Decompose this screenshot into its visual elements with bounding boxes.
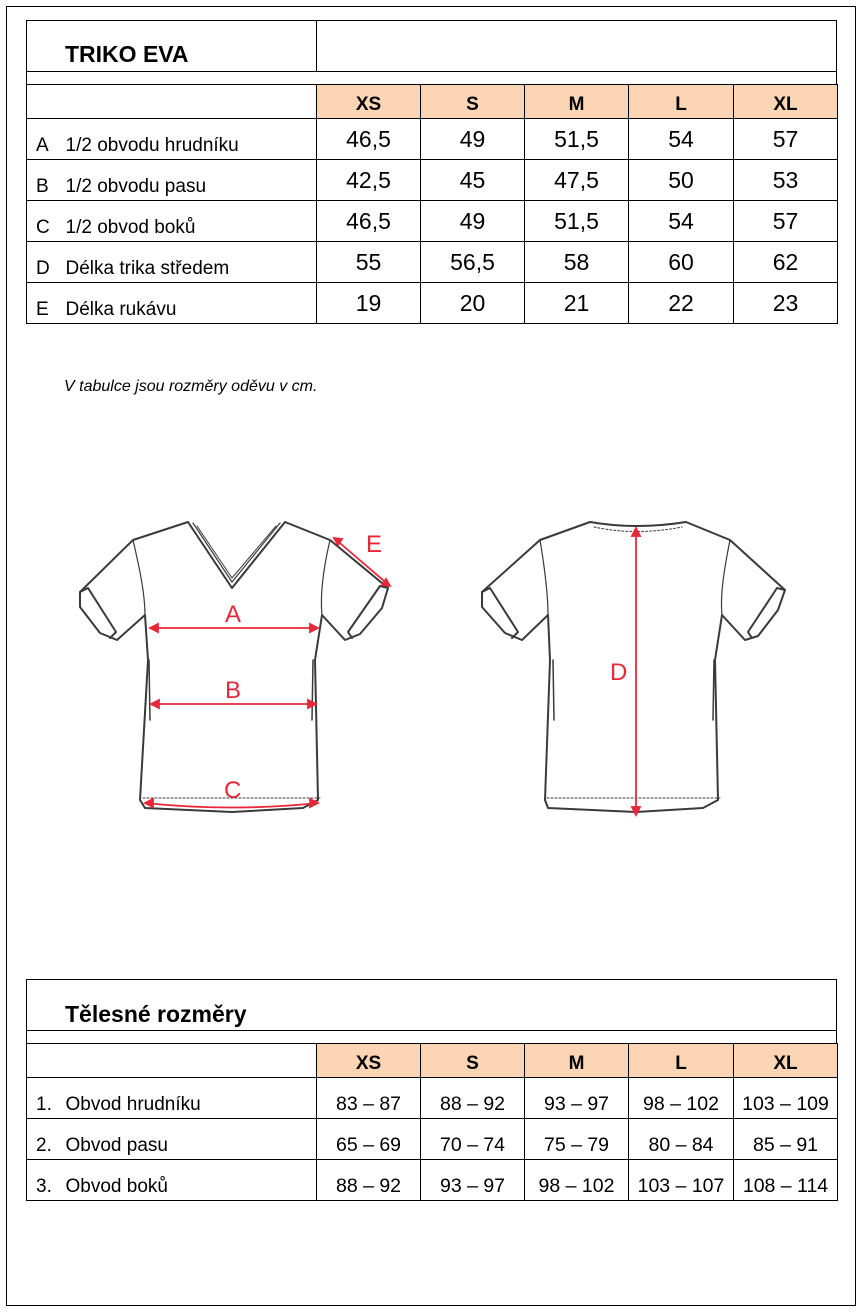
cell-value: 20 [421, 283, 525, 324]
tshirt-back-icon [482, 522, 785, 812]
arrow-head-icon [632, 528, 640, 536]
arrow-head-icon [308, 700, 316, 708]
cell-value: 50 [629, 160, 734, 201]
row-label: Obvod pasu [64, 1119, 317, 1160]
cell-value: 53 [734, 160, 838, 201]
cell-value: 47,5 [525, 160, 629, 201]
body-header-row [27, 1044, 838, 1078]
row-number: 3. [27, 1160, 64, 1201]
cell-value: 54 [629, 119, 734, 160]
row-label: Obvod hrudníku [64, 1078, 317, 1119]
body-table-title: Tělesné rozměry [65, 1001, 247, 1027]
cell-value: 103 – 109 [734, 1078, 838, 1119]
row-letter: D [27, 242, 64, 283]
cell-value: 75 – 79 [525, 1119, 629, 1160]
row-label: 1/2 obvod boků [64, 201, 317, 242]
label-e: E [366, 531, 383, 558]
cell-value: 46,5 [317, 119, 421, 160]
cell-value: 85 – 91 [734, 1119, 838, 1160]
arrow-head-icon [145, 799, 153, 807]
row-letter: A [27, 119, 64, 160]
cell-value: 21 [525, 283, 629, 324]
cell-value: 56,5 [421, 242, 525, 283]
cell-value: 19 [317, 283, 421, 324]
size-header-xl: XL [734, 1044, 838, 1078]
cell-value: 45 [421, 160, 525, 201]
table-row [27, 1160, 838, 1201]
row-letter: E [27, 283, 64, 324]
arrow-head-icon [310, 624, 318, 632]
row-label: Obvod boků [64, 1160, 317, 1201]
table-row [27, 1119, 838, 1160]
label-c: C [224, 777, 242, 804]
cell-value: 98 – 102 [525, 1160, 629, 1201]
size-header-s: S [421, 1044, 525, 1078]
cell-value: 46,5 [317, 201, 421, 242]
size-header-m: M [525, 1044, 629, 1078]
cell-value: 49 [421, 119, 525, 160]
cell-value: 57 [734, 119, 838, 160]
row-number: 2. [27, 1119, 64, 1160]
label-d: D [610, 659, 628, 686]
row-label: 1/2 obvodu hrudníku [64, 119, 317, 160]
cell-value: 88 – 92 [421, 1078, 525, 1119]
size-header-l: L [629, 1044, 734, 1078]
size-header-m: M [525, 85, 629, 119]
cell-value: 98 – 102 [629, 1078, 734, 1119]
cell-value: 57 [734, 201, 838, 242]
size-header-xs: XS [317, 1044, 421, 1078]
body-title-divider [26, 1030, 837, 1044]
units-note: V tabulce jsou rozměry oděvu v cm. [64, 378, 318, 395]
row-label: 1/2 obvodu pasu [64, 160, 317, 201]
cell-value: 51,5 [525, 119, 629, 160]
size-header-xs: XS [317, 85, 421, 119]
cell-value: 80 – 84 [629, 1119, 734, 1160]
size-header-xl: XL [734, 85, 838, 119]
label-a: A [225, 601, 242, 628]
cell-value: 93 – 97 [421, 1160, 525, 1201]
cell-value: 23 [734, 283, 838, 324]
cell-value: 62 [734, 242, 838, 283]
row-letter: B [27, 160, 64, 201]
cell-value: 42,5 [317, 160, 421, 201]
arrow-head-icon [151, 700, 159, 708]
cell-value: 83 – 87 [317, 1078, 421, 1119]
cell-value: 108 – 114 [734, 1160, 838, 1201]
cell-value: 88 – 92 [317, 1160, 421, 1201]
cell-value: 51,5 [525, 201, 629, 242]
cell-value: 54 [629, 201, 734, 242]
cell-value: 93 – 97 [525, 1078, 629, 1119]
cell-value: 60 [629, 242, 734, 283]
garment-table-title: TRIKO EVA [65, 41, 189, 67]
row-label: Délka trika středem [64, 242, 317, 283]
arrow-head-icon [632, 807, 640, 815]
cell-value: 58 [525, 242, 629, 283]
table-row [27, 1078, 838, 1119]
cell-value: 22 [629, 283, 734, 324]
cell-value: 103 – 107 [629, 1160, 734, 1201]
label-b: B [225, 677, 242, 704]
cell-value: 49 [421, 201, 525, 242]
arrow-head-icon [150, 624, 158, 632]
size-header-s: S [421, 85, 525, 119]
row-label: Délka rukávu [64, 283, 317, 324]
header-blank [27, 1044, 317, 1078]
cell-value: 65 – 69 [317, 1119, 421, 1160]
body-size-table [26, 1043, 838, 1201]
cell-value: 55 [317, 242, 421, 283]
row-letter: C [27, 201, 64, 242]
row-number: 1. [27, 1078, 64, 1119]
size-header-l: L [629, 85, 734, 119]
tshirt-front-icon [80, 522, 388, 812]
cell-value: 70 – 74 [421, 1119, 525, 1160]
